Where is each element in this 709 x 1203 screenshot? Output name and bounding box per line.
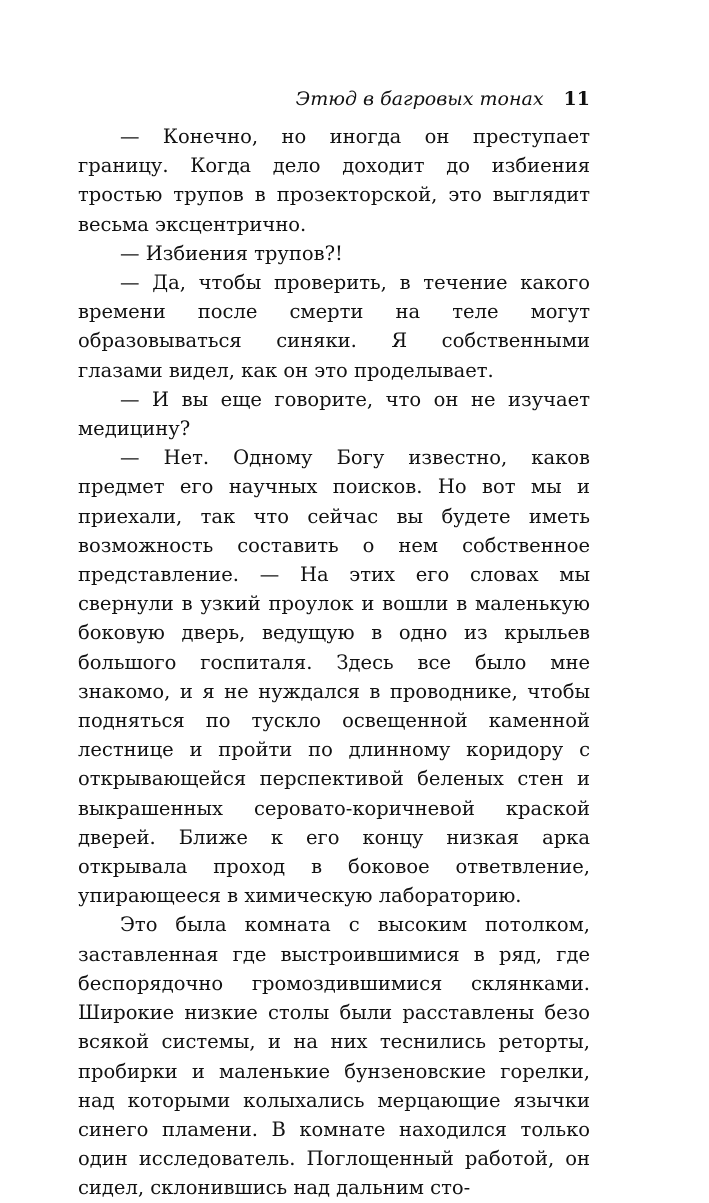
running-head bbox=[78, 88, 590, 110]
paragraph: Это была комната с высоким потолком, заставленная где выстроившимися в ряд, где беспорядочно громоздившимися склянками. Широкие низкие столы были расставлены безо всякой системы, и на них теснились реторты, пробирки и маленькие бунзеновские горелки, над которыми колыхались мерцающие язычки синего пламени. В комнате находился только один исследователь. Поглощенный работой, он сидел, склонившись над дальним сто- bbox=[78, 913, 590, 1200]
text-body bbox=[78, 122, 590, 1203]
paragraph: — Избиения трупов?! bbox=[120, 241, 343, 265]
paragraph: — Да, чтобы проверить, в течение какого времени после смерти на теле могут образовываться синяки. Я собственными глазами видел, как он это проделывает. bbox=[78, 271, 590, 382]
paragraph: — И вы еще говорите, что он не изучает медицину? bbox=[78, 387, 590, 441]
page-number: 11 bbox=[563, 88, 590, 110]
paragraph: — Нет. Одному Богу известно, каков предмет его научных поисков. Но вот мы и приехали, так что сейчас вы будете иметь возможность составить о нем собственное представление. — На этих его словах мы свернули в узкий проулок и вошли в маленькую боковую дверь, ведущую в одно из крыльев большого госпиталя. Здесь все было мне знакомо, и я не нуждался в проводнике, чтобы подняться по тускло освещенной каменной лестнице и пройти по длинному коридору с открывающейся перспективой беленых стен и выкрашенных серовато-коричневой краской дверей. Ближе к его концу низкая арка открывала проход в боковое ответвление, упирающееся в химическую лабораторию. bbox=[78, 446, 590, 908]
running-title: Этюд в багровых тонах bbox=[295, 88, 544, 110]
paragraph: — Конечно, но иногда он преступает границу. Когда дело доходит до избиения тростью трупов в прозекторской, это выглядит весьма эксцентрично. bbox=[78, 125, 590, 236]
